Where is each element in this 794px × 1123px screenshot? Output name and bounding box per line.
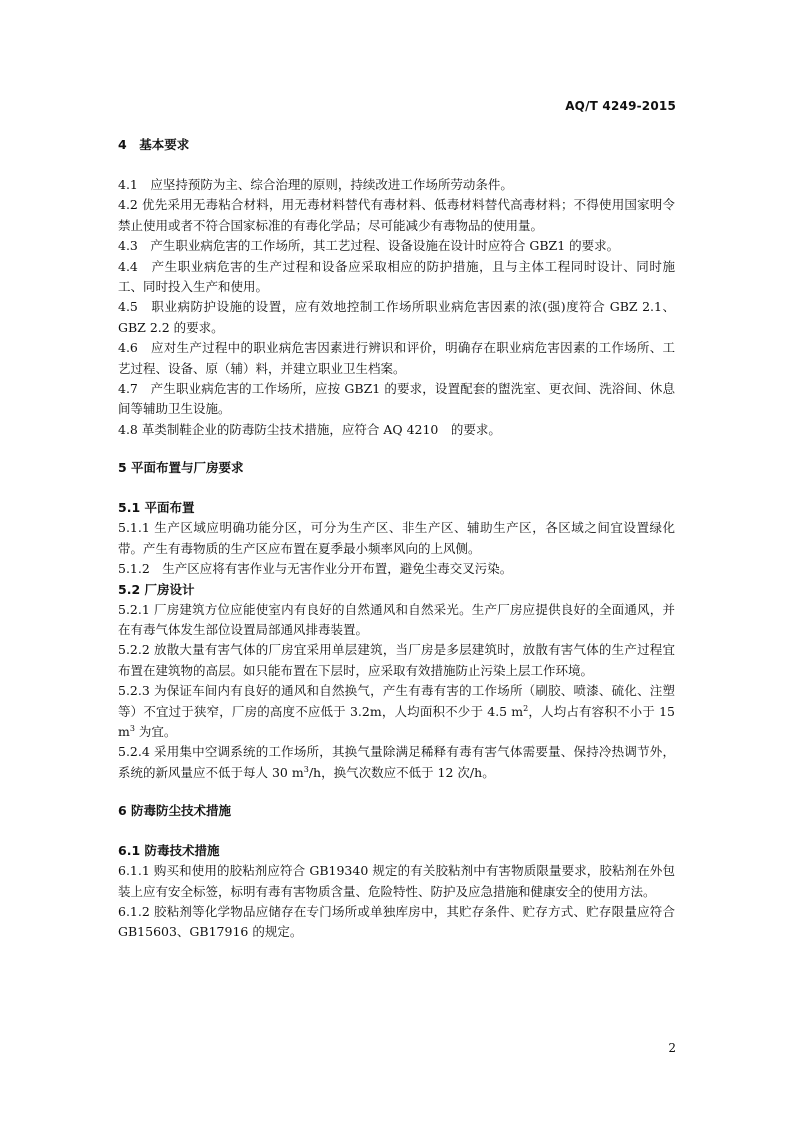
section-4-title: 4 基本要求 xyxy=(118,137,190,152)
document-code: AQ/T 4249-2015 xyxy=(565,99,676,113)
clause-5-1-2: 5.1.2 生产区应将有害作业与无害作业分开布置，避免尘毒交叉污染。 xyxy=(118,561,513,577)
clause-5-2-2: 5.2.2 放散大量有害气体的厂房宜采用单层建筑，当厂房是多层建筑时，放散有害气体的生产过程宜布置在建筑物的高层。如只能布置在下层时，应采取有效措施防止污染上层工作环境。 xyxy=(118,642,675,678)
section-5-title: 5 平面布置与厂房要求 xyxy=(118,460,244,476)
clause-4-6: 4.6 应对生产过程中的职业病危害因素进行辨识和评价，明确存在职业病危害因素的工作场所、工艺过程、设备、原（辅）料，并建立职业卫生档案。 xyxy=(118,340,675,376)
page-number: 2 xyxy=(668,1041,676,1055)
superscript-3: 3 xyxy=(129,723,135,733)
clause-5-2-4 xyxy=(118,742,675,783)
clause-6-1-2: 6.1.2 胶粘剂等化学物品应储存在专门场所或单独库房中，其贮存条件、贮存方式、贮存限量应符合 GB15603、GB17916 的规定。 xyxy=(118,903,675,940)
clause-5-2-4-part-a: 5.2.4 采用集中空调系统的工作场所，其换气量除满足稀释有毒有害气体需要量、保持冷热调节外，系统的新风量应不低于每人 30 m xyxy=(118,744,675,780)
clause-4-3: 4.3 产生职业病危害的工作场所，其工艺过程、设备设施在设计时应符合 GBZ1 的要求。 xyxy=(118,238,620,254)
section-5-2-title: 5.2 厂房设计 xyxy=(118,581,195,597)
clause-5-1-1: 5.1.1 生产区域应明确功能分区，可分为生产区、非生产区、辅助生产区，各区域之间宜设置绿化带。产生有毒物质的生产区应布置在夏季最小频率风向的上风侧。 xyxy=(118,520,675,556)
page-content xyxy=(118,135,675,943)
section-6-title: 6 防毒防尘技术措施 xyxy=(118,803,232,819)
clause-4-7: 4.7 产生职业病危害的工作场所，应按 GBZ1 的要求，设置配套的盥洗室、更衣间、洗浴间、休息间等辅助卫生设施。 xyxy=(118,381,675,417)
clause-5-2-3-part-a: 5.2.3 为保证车间内有良好的通风和自然换气，产生有毒有害的工作场所（刷胶、喷漆、硫化、注塑等）不宜过于狭窄，厂房的高度不应低于 3.2m，人均面积不少于 4.5 m xyxy=(118,683,675,719)
clause-4-5: 4.5 职业病防护设施的设置，应有效地控制工作场所职业病危害因素的浓(强)度符合 GBZ 2.1、GBZ 2.2 的要求。 xyxy=(118,299,675,335)
clause-5-2-4-part-b: /h，换气次数应不低于 12 次/h。 xyxy=(308,764,495,780)
clause-4-1: 4.1 应坚持预防为主、综合治理的原则，持续改进工作场所劳动条件。 xyxy=(118,177,513,192)
clause-5-2-1: 5.2.1 厂房建筑方位应能使室内有良好的自然通风和自然采光。生产厂房应提供良好的全面通风，并在有毒气体发生部位设置局部通风排毒装置。 xyxy=(118,601,675,637)
clause-4-8: 4.8 革类制鞋企业的防毒防尘技术措施，应符合 AQ 4210 的要求。 xyxy=(118,421,501,437)
clause-5-2-3 xyxy=(118,681,675,742)
section-6-1-title: 6.1 防毒技术措施 xyxy=(118,843,220,859)
clause-4-4: 4.4 产生职业病危害的生产过程和设备应采取相应的防护措施，且与主体工程同时设计、同时施工、同时投入生产和使用。 xyxy=(118,258,675,295)
clause-4-2: 4.2 优先采用无毒粘合材料，用无毒材料替代有毒材料、低毒材料替代高毒材料；不得使用国家明令禁止使用或者不符合国家标准的有毒化学品；尽可能减少有毒物品的使用量。 xyxy=(118,197,675,233)
clause-5-2-3-part-c: 为宜。 xyxy=(134,723,177,739)
superscript-2: 2 xyxy=(523,703,529,713)
clause-6-1-1: 6.1.1 购买和使用的胶粘剂应符合 GB19340 规定的有关胶粘剂中有害物质限量要求，胶粘剂在外包装上应有安全标签，标明有毒有害物质含量、危险特性、防护及应急措施和健康安全的使用方法。 xyxy=(118,863,675,899)
superscript-3-b: 3 xyxy=(303,764,309,774)
clause-5-2-3-part-b: ，人均占有容积不小于 15 m xyxy=(118,703,675,739)
section-5-1-title: 5.1 平面布置 xyxy=(118,500,195,516)
